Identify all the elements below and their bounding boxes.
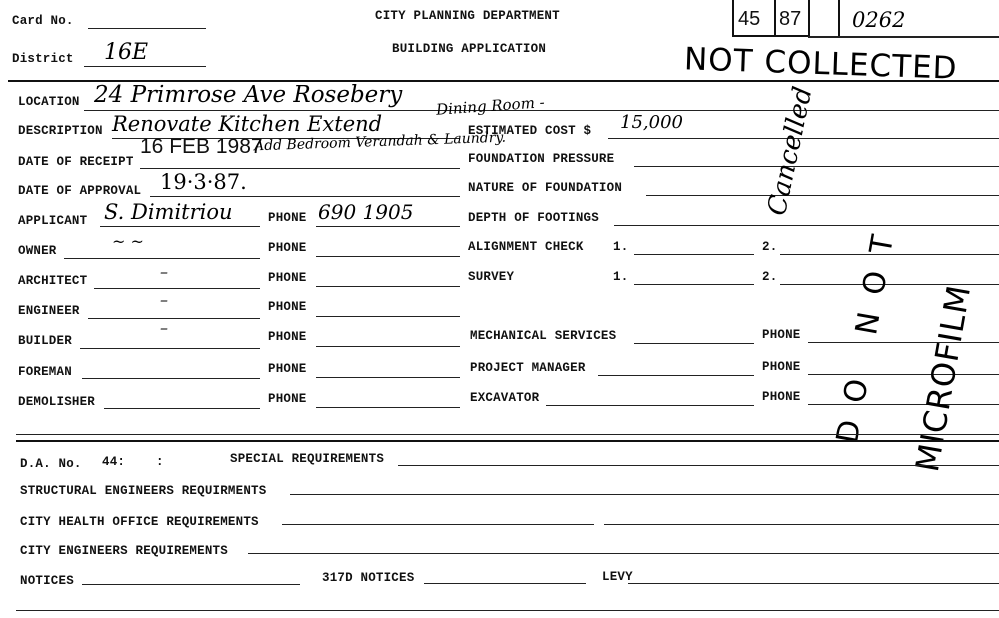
card-no-label: Card No. xyxy=(12,13,74,29)
survey-label: SURVEY xyxy=(468,269,515,285)
architect-label: ARCHITECT xyxy=(18,273,88,289)
structural-label: STRUCTURAL ENGINEERS REQUIRMENTS xyxy=(20,483,267,499)
special-requirements-label: SPECIAL REQUIREMENTS xyxy=(230,451,385,467)
applicant-value: S. Dimitriou xyxy=(104,200,233,224)
approval-line xyxy=(150,196,460,197)
demolisher-label: DEMOLISHER xyxy=(18,394,96,410)
structural-line xyxy=(290,494,999,495)
317d-notices-label: 317D NOTICES xyxy=(322,570,415,586)
alignment-1-label: 1. xyxy=(613,239,629,255)
alignment-2-label: 2. xyxy=(762,239,778,255)
project-manager-phone-label: PHONE xyxy=(762,359,801,375)
mechanical-phone-label: PHONE xyxy=(762,327,801,343)
city-engineers-line xyxy=(248,553,999,554)
alignment-label: ALIGNMENT CHECK xyxy=(468,239,584,255)
special-requirements-line xyxy=(398,465,999,466)
mechanical-line xyxy=(634,343,754,344)
ref-divider xyxy=(838,0,840,36)
applicant-label: APPLICANT xyxy=(18,213,88,229)
builder-phone-label: PHONE xyxy=(268,329,307,345)
district-value: 16E xyxy=(104,40,149,65)
location-value: 24 Primrose Ave Rosebery xyxy=(94,82,403,108)
receipt-value: 16 FEB 1987 xyxy=(140,135,263,158)
demolisher-phone-line xyxy=(316,407,460,408)
owner-label: OWNER xyxy=(18,243,57,259)
owner-value: ~ ~ xyxy=(112,232,144,251)
cancelled-annotation: Cancelled xyxy=(762,84,819,219)
ref-c: 0262 xyxy=(852,8,906,32)
health-line-2 xyxy=(604,524,999,525)
da-colon: : xyxy=(156,454,164,470)
health-label: CITY HEALTH OFFICE REQUIREMENTS xyxy=(20,514,259,530)
ref-a: 45 xyxy=(738,8,761,30)
project-manager-phone-line xyxy=(808,374,999,375)
owner-line xyxy=(64,258,260,259)
bottom-line xyxy=(16,610,999,611)
description-value: Renovate Kitchen Extend xyxy=(112,112,383,136)
foreman-phone-label: PHONE xyxy=(268,361,307,377)
applicant-phone-value: 690 1905 xyxy=(318,200,414,224)
foundation-pressure-line xyxy=(634,166,999,167)
owner-phone-line xyxy=(316,256,460,257)
nature-foundation-line xyxy=(646,195,999,196)
approval-label: DATE OF APPROVAL xyxy=(18,183,142,199)
applicant-phone-line xyxy=(316,226,460,227)
engineer-phone-label: PHONE xyxy=(268,299,307,315)
notices-line xyxy=(82,584,300,585)
section-divider-1 xyxy=(16,434,999,435)
form-title: BUILDING APPLICATION xyxy=(392,41,547,57)
demolisher-phone-label: PHONE xyxy=(268,391,307,407)
project-manager-label: PROJECT MANAGER xyxy=(470,360,586,376)
architect-phone-line xyxy=(316,286,460,287)
description-value-3: Add Bedroom Verandah & Laundry. xyxy=(253,129,507,155)
receipt-line xyxy=(140,168,460,169)
foreman-phone-line xyxy=(316,377,460,378)
section-divider-2 xyxy=(16,440,999,442)
excavator-phone-label: PHONE xyxy=(762,389,801,405)
engineer-phone-line xyxy=(316,316,460,317)
foreman-label: FOREMAN xyxy=(18,364,72,380)
applicant-line xyxy=(100,226,260,227)
project-manager-line xyxy=(598,375,754,376)
builder-label: BUILDER xyxy=(18,333,72,349)
location-label: LOCATION xyxy=(18,94,80,110)
city-engineers-label: CITY ENGINEERS REQUIREMENTS xyxy=(20,543,228,559)
demolisher-line xyxy=(104,408,260,409)
survey-2-label: 2. xyxy=(762,269,778,285)
applicant-phone-label: PHONE xyxy=(268,210,307,226)
mechanical-label: MECHANICAL SERVICES xyxy=(470,328,617,344)
description-label: DESCRIPTION xyxy=(18,123,103,139)
owner-phone-label: PHONE xyxy=(268,240,307,256)
approval-value: 19·3·87. xyxy=(160,170,247,194)
department-title: CITY PLANNING DEPARTMENT xyxy=(375,8,560,24)
da-value: 44: xyxy=(102,454,126,470)
nature-foundation-label: NATURE OF FOUNDATION xyxy=(468,180,623,196)
estimated-cost-value: 15,000 xyxy=(620,112,683,133)
excavator-line xyxy=(546,405,754,406)
engineer-label: ENGINEER xyxy=(18,303,80,319)
foreman-line xyxy=(82,378,260,379)
alignment-1-line xyxy=(634,254,754,255)
317d-notices-line xyxy=(424,583,586,584)
engineer-line xyxy=(88,318,260,319)
receipt-label: DATE OF RECEIPT xyxy=(18,154,134,170)
builder-line xyxy=(80,348,260,349)
foundation-pressure-label: FOUNDATION PRESSURE xyxy=(468,151,615,167)
microfilm-annotation: MICROFILM xyxy=(908,281,979,475)
architect-line xyxy=(94,288,260,289)
health-line-1 xyxy=(282,524,594,525)
mechanical-phone-line xyxy=(808,342,999,343)
ref-line xyxy=(808,36,999,38)
card-no-line xyxy=(88,28,206,29)
district-line xyxy=(84,66,206,67)
estimated-cost-label: ESTIMATED COST $ xyxy=(468,123,592,139)
levy-label: LEVY xyxy=(602,569,633,585)
do-not-annotation: DO NOT xyxy=(830,214,905,447)
not-collected-stamp: NOT COLLECTED xyxy=(683,41,959,87)
excavator-label: EXCAVATOR xyxy=(470,390,540,406)
architect-value: – xyxy=(160,262,168,281)
depth-label: DEPTH OF FOOTINGS xyxy=(468,210,599,226)
levy-line xyxy=(628,583,999,584)
survey-1-line xyxy=(634,284,754,285)
ref-b: 87 xyxy=(779,8,802,30)
survey-1-label: 1. xyxy=(613,269,629,285)
district-label: District xyxy=(12,51,74,67)
builder-value: – xyxy=(160,318,168,337)
architect-phone-label: PHONE xyxy=(268,270,307,286)
description-value-2: Dining Room - xyxy=(435,93,546,119)
da-label: D.A. No. xyxy=(20,456,82,472)
engineer-value: – xyxy=(160,290,168,309)
builder-phone-line xyxy=(316,346,460,347)
depth-line xyxy=(614,225,999,226)
notices-label: NOTICES xyxy=(20,573,74,589)
